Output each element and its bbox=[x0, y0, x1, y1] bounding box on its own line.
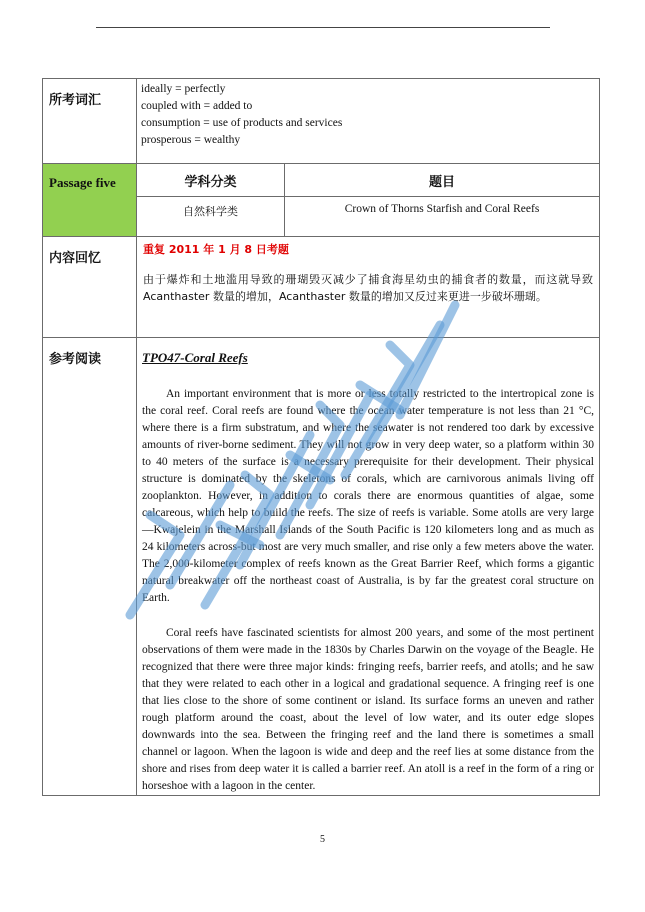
reading-paragraph: An important environment that is more or less totally restricted to the intertropical zone is the coral reef. Coral reefs are found where the ocean water temperature is not less than 21 °C, where there is a firm substratum, and where the seawater is not rendered too dark by excessive amounts of river-borne sediment. They will not grow in very deep water, so a platform within 30 to 40 meters of the surface is a necessary prerequisite for their development. Their physical structure is dominated by the skeletons of corals, which are carnivorous animals living off zooplankton. However, in addition to corals there are enormous quantities of algae, some calcareous, which help to build the reefs. The size of reefs is variable. Some atolls are very large—Kwajelein in the Marshall Islands of the South Pacific is 120 kilometers long and as much as 24 kilometers across-but most are very much smaller, and rise only a few meters above the water. The 2,000-kilometer complex of reefs known as the Great Barrier Reef, which forms a gigantic natural breakwater off the northeast coast of Australia, is by far the greatest coral structure on Earth. bbox=[142, 388, 594, 604]
repeat-exam-note: 重复 2011 年 1 月 8 日考题 bbox=[143, 243, 289, 256]
vocab-label: 所考词汇 bbox=[49, 93, 102, 108]
vocab-item: consumption = use of products and services bbox=[141, 117, 343, 129]
subject-header: 学科分类 bbox=[137, 164, 285, 197]
page-number: 5 bbox=[320, 834, 325, 845]
passage-label: Passage five bbox=[49, 175, 116, 190]
subject-value: 自然科学类 bbox=[137, 197, 285, 237]
reading-label: 参考阅读 bbox=[49, 352, 102, 367]
recall-text: 由于爆炸和土地滥用导致的珊瑚毁灭减少了捕食海星幼虫的捕食者的数量，而这就导致 Acanthaster 数量的增加，Acanthaster 数量的增加又反过来更进一步破坏珊瑚。 bbox=[143, 273, 593, 303]
content-table bbox=[42, 78, 600, 796]
header-rule bbox=[96, 27, 550, 28]
passage-header-row bbox=[43, 164, 600, 197]
vocab-list bbox=[137, 79, 600, 164]
vocab-label-cell bbox=[43, 79, 137, 164]
recall-label: 内容回忆 bbox=[49, 251, 102, 266]
recall-row bbox=[43, 237, 600, 338]
reading-row bbox=[43, 338, 600, 796]
vocab-item: ideally = perfectly bbox=[141, 83, 226, 95]
passage-label-cell bbox=[43, 164, 137, 237]
vocab-row bbox=[43, 79, 600, 164]
recall-content bbox=[137, 237, 600, 338]
reading-content bbox=[137, 338, 600, 796]
reading-title: TPO47-Coral Reefs bbox=[142, 350, 248, 365]
vocab-item: prosperous = wealthy bbox=[141, 134, 241, 146]
reading-label-cell bbox=[43, 338, 137, 796]
topic-value: Crown of Thorns Starfish and Coral Reefs bbox=[285, 197, 600, 237]
vocab-item: coupled with = added to bbox=[141, 100, 253, 112]
reading-paragraph: Coral reefs have fascinated scientists for almost 200 years, and some of the most pertinent observations of them were made in the 1830s by Charles Darwin on the voyage of the Beagle. He recognized that there were three major kinds: fringing reefs, barrier reefs, and atolls; and he saw that they were related to each other in a logical and gradational sequence. A fringing reef is one that lies close to the shore of some continent or island. Its surface forms an uneven and rather rough platform around the coast, about the level of low water, and its outer edge slopes downwards into the sea. Between the fringing reef and the land there is sometimes a small channel or lagoon. When the lagoon is wide and deep and the reef lies at some distance from the shore and rises from deep water it is called a barrier reef. An atoll is a reef in the form of a ring or horseshoe with a lagoon in the center. bbox=[142, 627, 594, 792]
recall-label-cell bbox=[43, 237, 137, 338]
topic-header: 题目 bbox=[285, 164, 600, 197]
